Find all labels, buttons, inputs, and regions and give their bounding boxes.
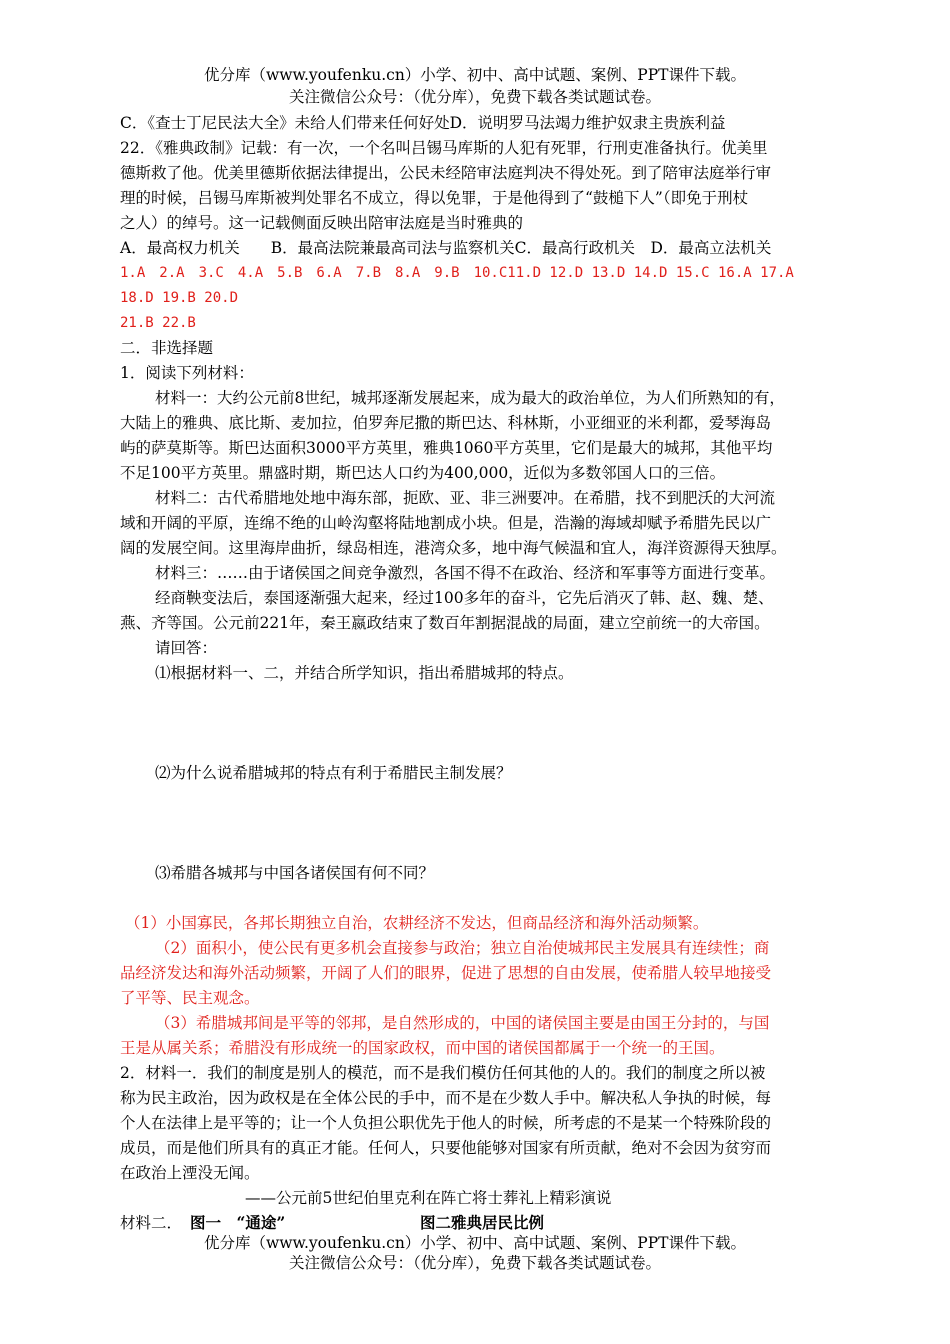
q22-options: A．最高权力机关 B．最高法院兼最高司法与监察机关C．最高行政机关 D．最高立法机关 [120, 239, 772, 257]
q1-answer-line: （3）希腊城邦间是平等的邻邦，是自然形成的，中国的诸侯国主要是由国王分封的，与国 [155, 1014, 770, 1032]
q22-text-line: 22．《雅典政制》记载：有一次，一个名叫吕锡马库斯的人犯有死罪，行刑吏准备执行。优美里 [120, 139, 768, 157]
sub-question-1: ⑴根据材料一、二，并结合所学知识，指出希腊城邦的特点。 [155, 664, 574, 682]
q2-text-line: 个人在法律上是平等的；让一个人负担公职优先于他人的时候，所考虑的不是某一个特殊阶段的 [120, 1114, 772, 1132]
q22-text-line: 德斯救了他。优美里德斯依据法律提出，公民未经陪审法庭判决不得处死。到了陪审法庭举行审 [120, 164, 772, 182]
footer-line-2: 关注微信公众号：（优分库），免费下载各类试题试卷。 [288, 1254, 661, 1272]
material-3-line: 经商鞅变法后，泰国逐渐强大起来，经过100多年的奋斗，它先后消灭了韩、赵、魏、楚、 [155, 589, 774, 607]
figure-2-label: 图二雅典居民比例 [420, 1213, 545, 1232]
sub-question-3: ⑶希腊各城邦与中国各诸侯国有何不同？ [155, 864, 435, 882]
section-title: 二．非选择题 [120, 339, 214, 357]
material-1-line: 材料一：大约公元前8世纪，城邦逐渐发展起来，成为最大的政治单位，为人们所熟知的有， [155, 389, 785, 407]
q2-text-line: 2．材料一．我们的制度是别人的模范，而不是我们模仿任何其他的人的。我们的制度之所以被 [120, 1064, 766, 1082]
q2-text-line: 在政治上湮没无闻。 [120, 1164, 260, 1182]
q2-text-line: 成员，而是他们所具有的真正才能。任何人，只要他能够对国家有所贡献，绝对不会因为贫穷而 [120, 1139, 772, 1157]
material-2-line: 域和开阔的平原，连绵不绝的山岭沟壑将陆地割成小块。但是，浩瀚的海域却赋予希腊先民以广 [120, 514, 772, 532]
q21-option-cd: C．《查士丁尼民法大全》未给人们带来任何好处D．说明罗马法竭力维护奴隶主贵族利益 [120, 114, 726, 132]
material-1-line: 大陆上的雅典、底比斯、麦加拉，伯罗奔尼撒的斯巴达、科林斯，小亚细亚的米利都，爱琴海岛 [120, 414, 772, 432]
q1-answer-line: （2）面积小，使公民有更多机会直接参与政治；独立自治使城邦民主发展具有连续性；商 [155, 939, 770, 957]
answer-key-line-2: 18.D 19.B 20.D [120, 290, 239, 306]
material-1-line: 屿的萨莫斯等。斯巴达面积3000平方英里，雅典1060平方英里，它们是最大的城邦，其他平均 [120, 439, 773, 457]
material-3-line: 燕、齐等国。公元前221年，秦王嬴政结束了数百年割据混战的局面，建立空前统一的大帝国。 [120, 614, 770, 632]
q1-answer-line: 王是从属关系；希腊没有形成统一的国家政权，而中国的诸侯国都属于一个统一的王国。 [120, 1039, 725, 1057]
q1-answer-line: 品经济发达和海外活动频繁，开阔了人们的眼界，促进了思想的自由发展，使希腊人较早地接受 [120, 964, 772, 982]
sub-question-2: ⑵为什么说希腊城邦的特点有利于希腊民主制发展？ [155, 764, 512, 782]
q1-answer-line: 了平等、民主观念。 [120, 989, 260, 1007]
material-2-label: 材料二． [120, 1214, 183, 1232]
q2-source: ——公元前5世纪伯里克利在阵亡将士葬礼上精彩演说 [245, 1189, 612, 1207]
answer-key-line-1: 1.A 2.A 3.C 4.A 5.B 6.A 7.B 8.A 9.B 10.C11.D 12.D 13.D 14.D 15.C 16.A 17.A [120, 265, 794, 281]
material-1-line: 不足100平方英里。鼎盛时期，斯巴达人口约为400,000，近似为多数邻国人口的三倍。 [120, 464, 726, 482]
q22-text-line: 之人）的绰号。这一记载侧面反映出陪审法庭是当时雅典的 [120, 214, 524, 232]
material-2-line: 阔的发展空间。这里海岸曲折，绿岛相连，港湾众多，地中海气候温和宜人，海洋资源得天独厚。 [120, 539, 787, 557]
material-3-line: 材料三：……由于诸侯国之间竞争激烈，各国不得不在政治、经济和军事等方面进行变革。 [155, 564, 776, 582]
header-line-1: 优分库（www.youfenku.cn）小学、初中、高中试题、案例、PPT课件下载。 [203, 66, 747, 84]
q2-text-line: 称为民主政治，因为政权是在全体公民的手中，而不是在少数人手中。解决私人争执的时候，每 [120, 1089, 772, 1107]
q22-text-line: 理的时候，吕锡马库斯被判处罪名不成立，得以免罪，于是他得到了“鼓槌下人”（即免于刑杖 [120, 189, 749, 207]
q1-intro: 1．阅读下列材料： [120, 364, 254, 382]
answer-prompt: 请回答： [155, 639, 218, 657]
answer-key-line-3: 21.B 22.B [120, 315, 196, 331]
q1-answer-line: （1）小国寡民，各邦长期独立自治，农耕经济不发达，但商品经济和海外活动频繁。 [125, 914, 709, 932]
material-2-line: 材料二：古代希腊地处地中海东部，扼欧、亚、非三洲要冲。在希腊，找不到肥沃的大河流 [155, 489, 776, 507]
header-line-2: 关注微信公众号：（优分库），免费下载各类试题试卷。 [288, 88, 661, 106]
footer-line-1: 优分库（www.youfenku.cn）小学、初中、高中试题、案例、PPT课件下载。 [203, 1234, 747, 1252]
figure-1-label: 图一 “通途” [190, 1213, 286, 1232]
